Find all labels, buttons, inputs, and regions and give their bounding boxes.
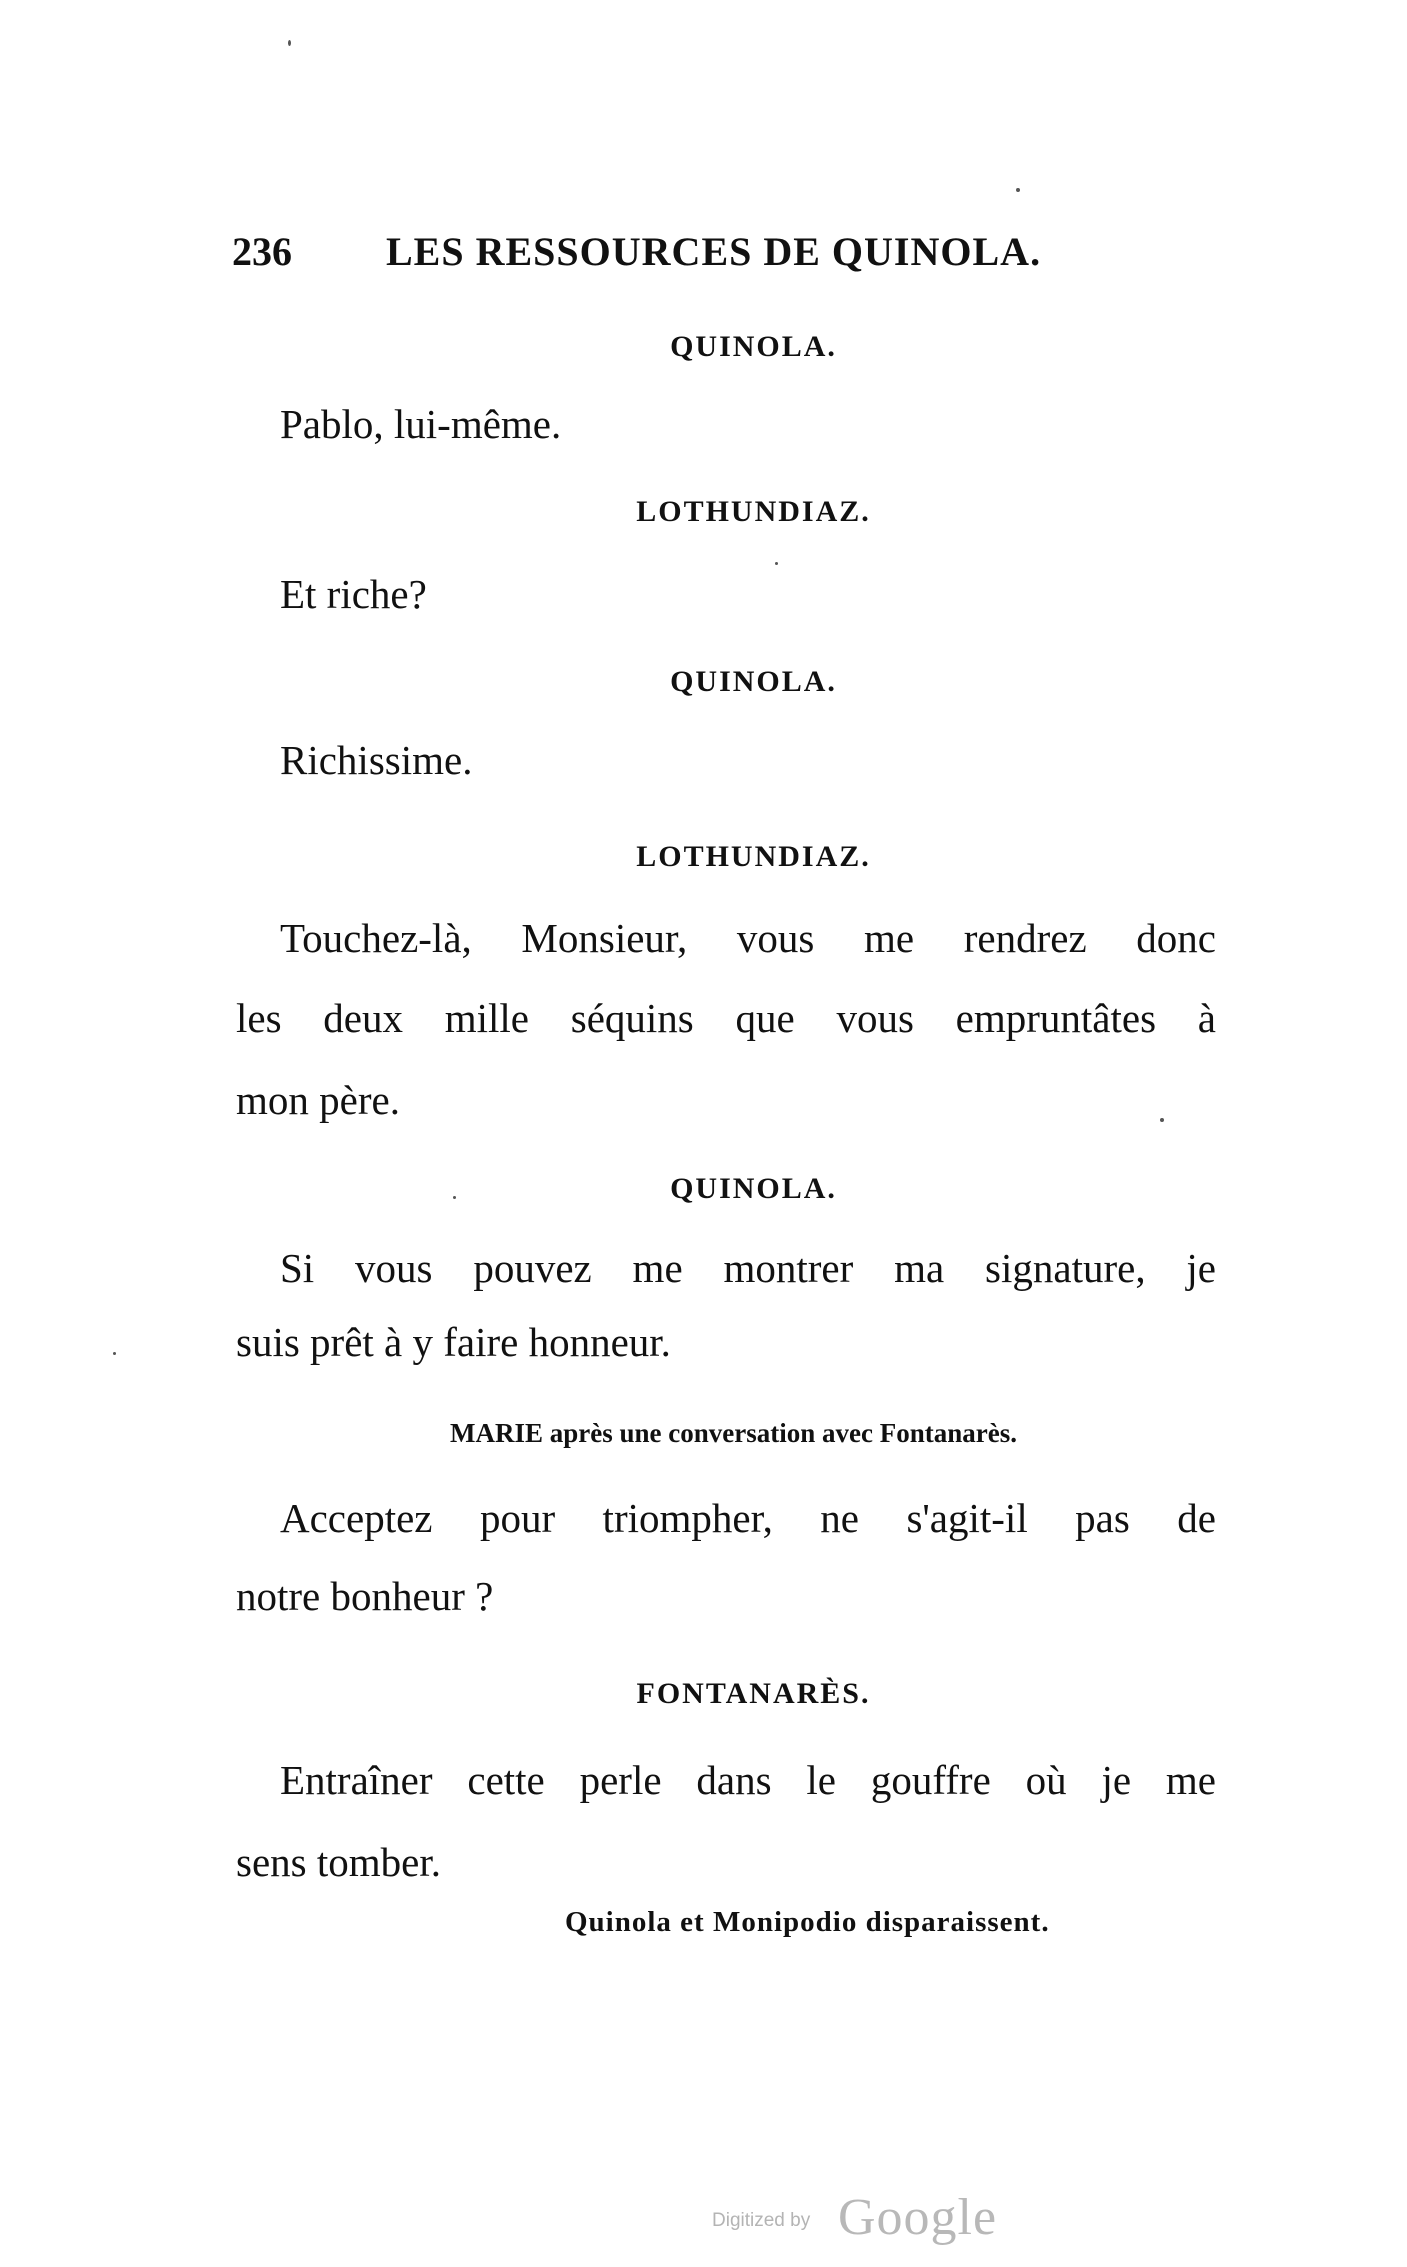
google-logo: Google [838,2189,998,2246]
scan-speck [453,1196,456,1199]
dialogue-line: Si vous pouvez me montrer ma signature, je [280,1245,1216,1291]
digitized-watermark [712,2188,1012,2248]
dialogue-line: Et riche? [280,571,427,617]
scan-speck [288,40,291,46]
running-title: LES RESSOURCES DE QUINOLA. [386,229,1042,274]
speaker-name: LOTHUNDIAZ. [636,840,871,873]
dialogue-line: les deux mille séquins que vous empruntâtes à [236,995,1216,1041]
dialogue-line: sens tomber. [236,1839,441,1885]
speaker-name: FONTANARÈS. [636,1677,871,1710]
speaker-name: QUINOLA. [670,330,837,363]
dialogue-line: Richissime. [280,737,473,783]
stage-direction: Quinola et Monipodio disparaissent. [565,1906,1050,1938]
speaker-name: QUINOLA. [670,1172,837,1205]
scan-speck [775,562,778,565]
running-head [232,228,1072,288]
speaker-name: MARIE après une conversation avec Fontanarès. [450,1418,1017,1448]
dialogue-line: Pablo, lui-même. [280,401,562,447]
dialogue-line: Touchez-là, Monsieur, vous me rendrez donc [280,915,1216,961]
page-number: 236 [232,229,292,274]
dialogue-line: mon père. [236,1077,400,1123]
dialogue-line: suis prêt à y faire honneur. [236,1319,671,1365]
scan-speck [1160,1118,1164,1122]
speaker-name: LOTHUNDIAZ. [636,495,871,528]
dialogue-line: Acceptez pour triompher, ne s'agit-il pas de [280,1495,1216,1541]
scan-speck [1016,188,1020,192]
dialogue-line: Entraîner cette perle dans le gouffre où je me [280,1757,1216,1803]
scan-speck [113,1352,116,1355]
dialogue-line: notre bonheur ? [236,1573,494,1619]
speaker-name: QUINOLA. [670,665,837,698]
watermark-prefix: Digitized by [712,2210,811,2231]
